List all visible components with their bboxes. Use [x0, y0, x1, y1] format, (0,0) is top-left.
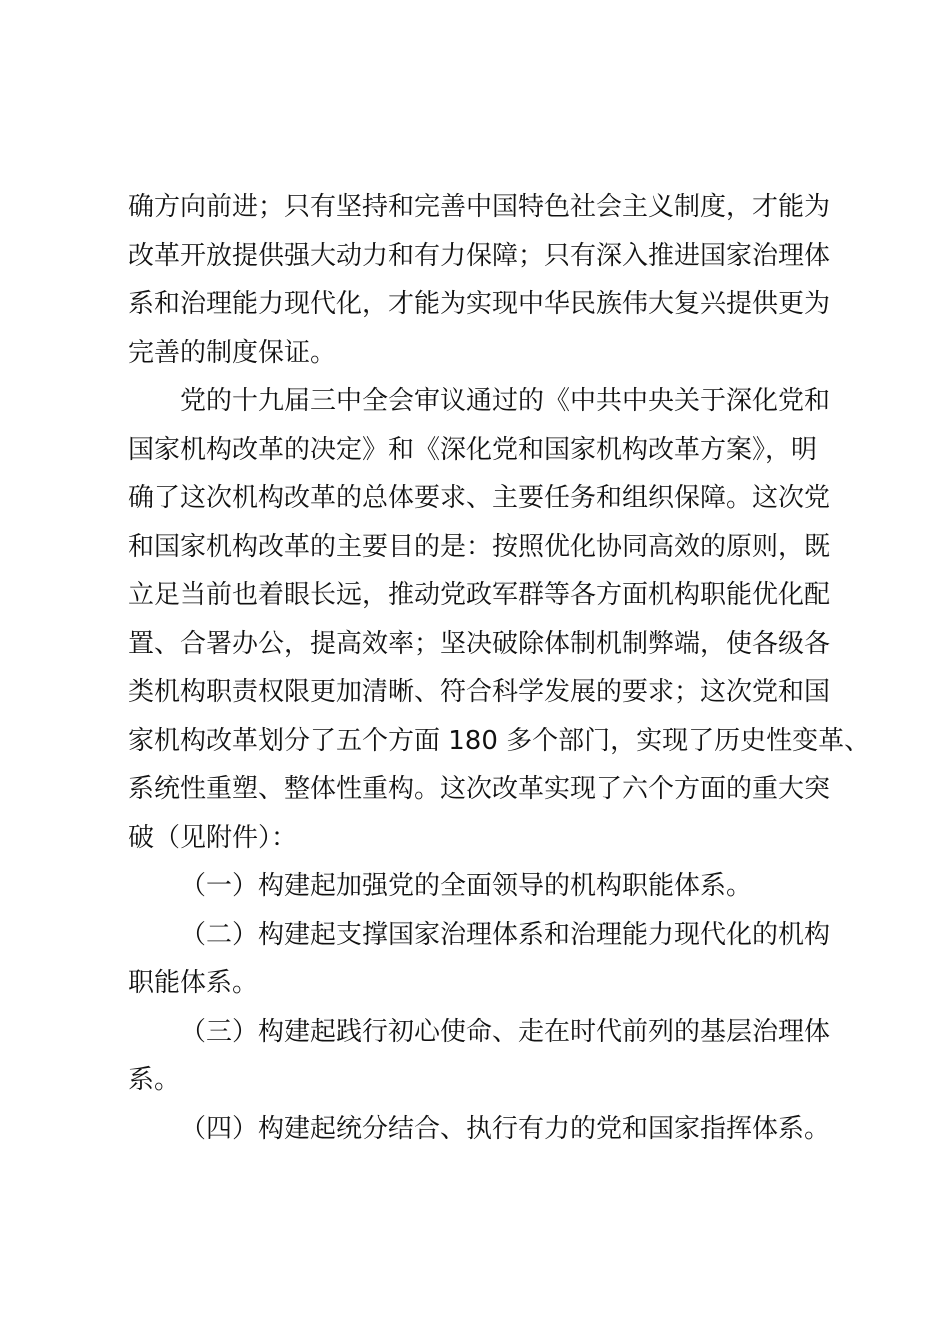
text-line: 立足当前也着眼长远，推动党政军群等各方面机构职能优化配: [128, 580, 831, 610]
text-line: 系统性重塑、整体性重构。这次改革实现了六个方面的重大突: [128, 774, 831, 804]
text-line: 破（见附件）：: [128, 822, 298, 853]
text-line: 改革开放提供强大动力和有力保障；只有深入推进国家治理体: [128, 240, 831, 271]
text-line: 家机构改革划分了五个方面 180 多个部门，实现了历史性变革、: [128, 725, 871, 756]
text-line: 系和治理能力现代化，才能为实现中华民族伟大复兴提供更为: [128, 289, 831, 319]
text-line: 和国家机构改革的主要目的是：按照优化协同高效的原则，既: [128, 531, 831, 562]
text-line: 系。: [128, 1065, 181, 1095]
text-line: 完善的制度保证。: [128, 337, 337, 368]
paragraph-start-line: 党的十九届三中全会审议通过的《中共中央关于深化党和: [180, 386, 831, 416]
text-line: 确方向前进；只有坚持和完善中国特色社会主义制度，才能为: [128, 192, 831, 222]
list-item-1: （一）构建起加强党的全面领导的机构职能体系。: [180, 871, 753, 901]
list-item-2: （二）构建起支撑国家治理体系和治理能力现代化的机构: [180, 919, 831, 950]
list-item-4: （四）构建起统分结合、执行有力的党和国家指挥体系。: [180, 1113, 831, 1144]
text-line: 职能体系。: [128, 968, 259, 998]
text-line: 类机构职责权限更加清晰、符合科学发展的要求；这次党和国: [128, 677, 831, 707]
text-line: 国家机构改革的决定》和《深化党和国家机构改革方案》，明: [128, 434, 818, 465]
text-line: 置、合署办公，提高效率；坚决破除体制机制弊端，使各级各: [128, 628, 831, 659]
text-line: 确了这次机构改革的总体要求、主要任务和组织保障。这次党: [128, 483, 831, 513]
document-body: [128, 183, 871, 1153]
list-item-3: （三）构建起践行初心使命、走在时代前列的基层治理体: [180, 1016, 831, 1047]
